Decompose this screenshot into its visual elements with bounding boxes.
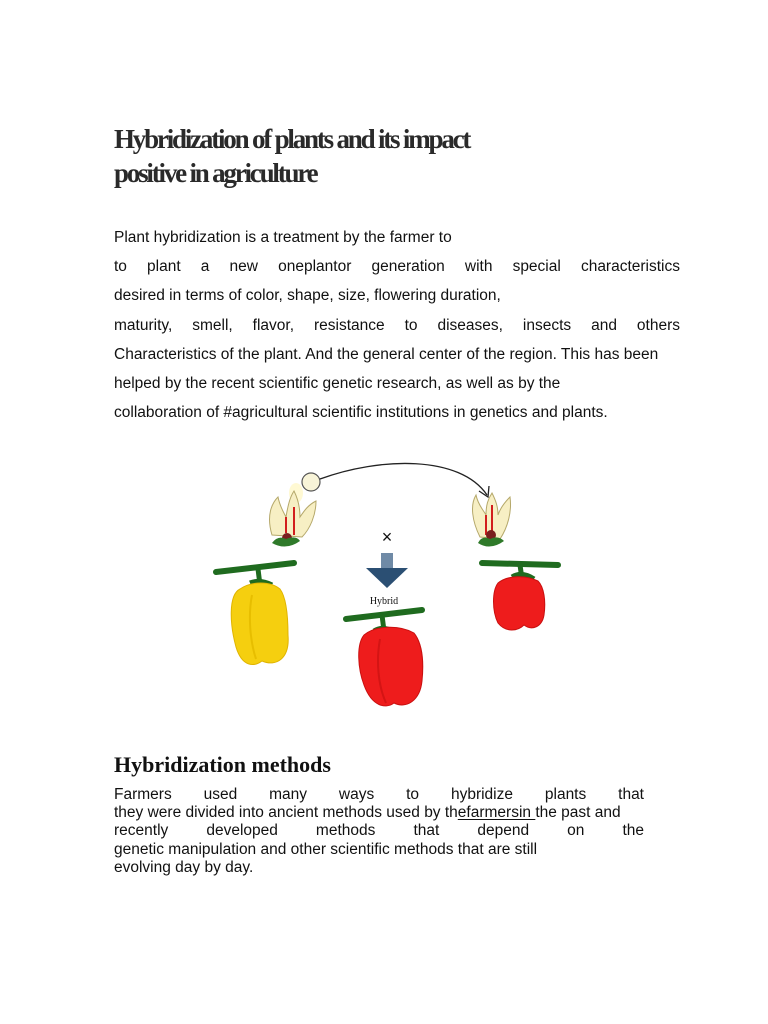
right-flower-icon (473, 493, 511, 547)
down-arrow-icon (366, 553, 408, 588)
intro-line: Plant hybridization is a treatment by the farmer to (114, 229, 452, 246)
small-red-pepper-icon (494, 577, 545, 630)
section-heading: Hybridization methods (114, 752, 331, 777)
hybrid-label: Hybrid (369, 596, 399, 607)
hybridization-illustration (200, 455, 570, 720)
intro-line: collaboration of #agricultural scientific institutions in genetics and plants. (114, 404, 608, 422)
intro-line: Characteristics of the plant. And the general center of the region. This has been (114, 345, 659, 363)
left-flower-icon (270, 483, 316, 547)
methods-line: genetic manipulation and other scientific methods that are still (114, 840, 538, 858)
methods-line (114, 804, 644, 822)
hybrid-red-pepper-icon (359, 627, 423, 706)
pollination-arrow (320, 463, 487, 495)
yellow-pepper-icon (231, 583, 288, 664)
cross-symbol: × (381, 527, 393, 547)
methods-line: recently developed methods that depend on the (114, 822, 644, 840)
methods-line: evolving day by day. (114, 858, 254, 876)
pollen-grain-icon (302, 473, 320, 491)
farmers-link[interactable]: efarmersin (457, 804, 536, 822)
intro-paragraph (114, 223, 680, 427)
methods-paragraph (114, 786, 644, 877)
intro-line: maturity, smell, flavor, resistance to diseases, insects and others (114, 316, 680, 334)
right-stem (482, 563, 558, 565)
intro-line: desired in terms of color, shape, size, flowering duration, (114, 287, 501, 305)
methods-line-text: the past and (535, 804, 621, 822)
intro-line: to plant a new oneplantor generation with special characteristics (114, 258, 680, 276)
intro-line: helped by the recent scientific genetic research, as well as by the (114, 374, 561, 392)
methods-line-text: they were divided into ancient methods used by th (114, 804, 458, 822)
methods-line: Farmers used many ways to hybridize plants that (114, 786, 644, 803)
left-stem (216, 563, 294, 572)
page-title: Hybridization of plants and its impact positive in agriculture (114, 124, 470, 188)
